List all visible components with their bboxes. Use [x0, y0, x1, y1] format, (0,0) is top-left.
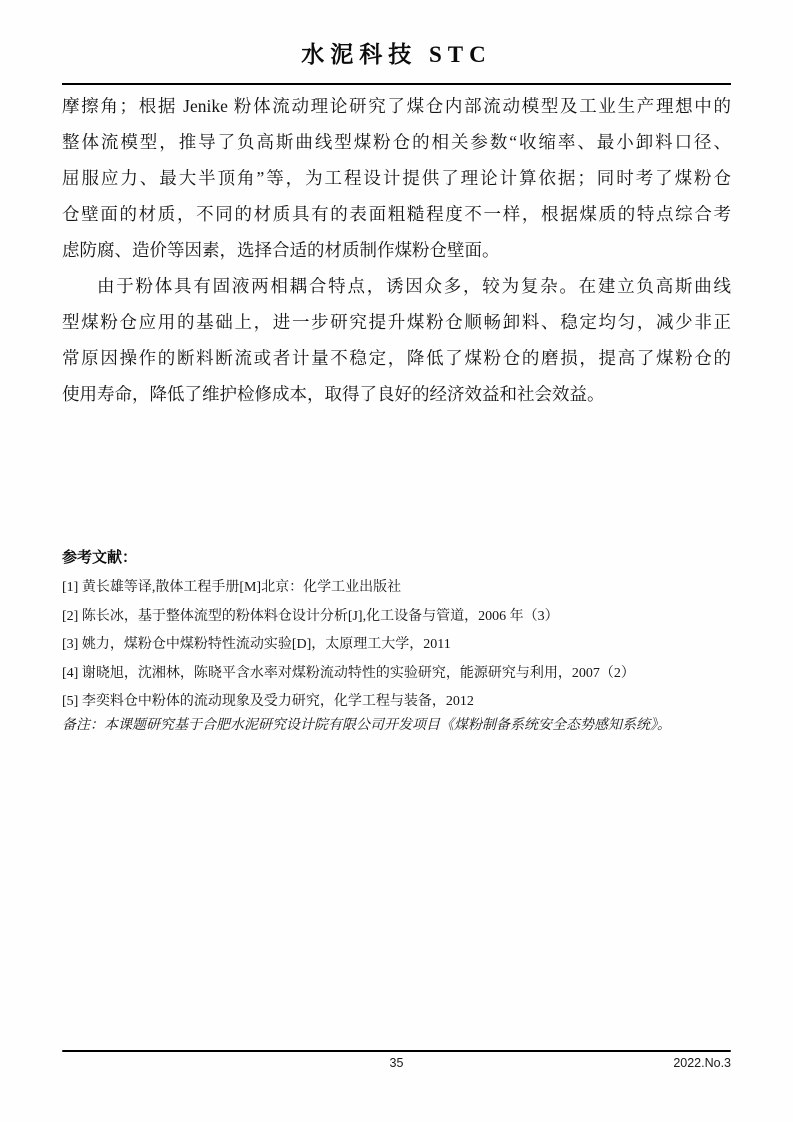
reference-item: [1] 黄长雄等译,散体工程手册[M]北京：化学工业出版社 [62, 580, 402, 595]
paragraph-line: 型煤粉仓应用的基础上，进一步研究提升煤粉仓顺畅卸料、稳定均匀，减少非正 [62, 312, 731, 332]
paragraph-line: 常原因操作的断料断流或者计量不稳定，降低了煤粉仓的磨损，提高了煤粉仓的 [62, 348, 731, 368]
reference-item: [4] 谢晓旭，沈湘林，陈晓平含水率对煤粉流动特性的实验研究，能源研究与利用，2007（2） [62, 665, 635, 681]
references-heading: 参考文献： [62, 550, 138, 566]
paragraph-line: 由于粉体具有固液两相耦合特点，诱因众多，较为复杂。在建立负高斯曲线 [97, 276, 731, 296]
reference-item: [3] 姚力，煤粉仓中煤粉特性流动实验[D]，太原理工大学，2011 [62, 637, 451, 653]
paragraph-line: 使用寿命，降低了维护检修成本，取得了良好的经济效益和社会效益。 [62, 384, 605, 404]
paragraph [62, 268, 731, 412]
footer-issue-label: 2022.No.3 [673, 1056, 731, 1070]
paragraph-line: 虑防腐、造价等因素，选择合适的材质制作煤粉仓壁面。 [62, 240, 500, 260]
references-section [62, 545, 731, 717]
note-section [62, 714, 731, 738]
article-body [62, 88, 731, 412]
note-text: 备注：本课题研究基于合肥水泥研究设计院有限公司开发项目《煤粉制备系统安全态势感知系统》。 [62, 718, 671, 733]
paragraph-line: 屈服应力、最大半顶角”等，为工程设计提供了理论计算依据；同时考了煤粉仓 [62, 168, 731, 188]
reference-item: [5] 李奕料仓中粉体的流动现象及受力研究，化学工程与装备，2012 [62, 694, 474, 710]
header-divider-rule [62, 83, 731, 85]
reference-item: [2] 陈长冰，基于整体流型的粉体料仓设计分析[J],化工设备与管道，2006 年（3） [62, 608, 559, 624]
footer-divider-rule [62, 1050, 731, 1052]
paragraph-line: 摩擦角；根据 Jenike 粉体流动理论研究了煤仓内部流动模型及工业生产理想中的 [62, 96, 731, 116]
footer-page-number: 35 [389, 1056, 404, 1070]
journal-header-title: 水泥科技 STC [301, 42, 492, 67]
paragraph-line: 整体流模型，推导了负高斯曲线型煤粉仓的相关参数“收缩率、最小卸料口径、 [62, 132, 731, 152]
paragraph [62, 88, 731, 268]
paragraph-line: 仓壁面的材质，不同的材质具有的表面粗糙程度不一样，根据煤质的特点综合考 [62, 204, 731, 224]
